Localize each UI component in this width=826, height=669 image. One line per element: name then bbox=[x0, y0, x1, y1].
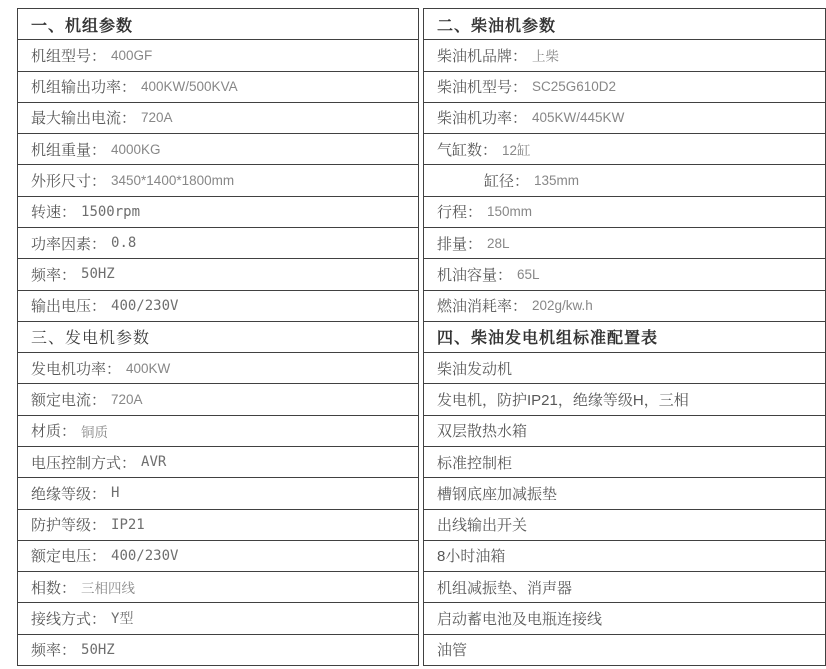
section-header-text: 一、机组参数 bbox=[31, 17, 134, 35]
row-value: 4000KG bbox=[111, 141, 161, 157]
section-header bbox=[424, 9, 825, 39]
section-header bbox=[424, 321, 825, 352]
row-label: 外形尺寸： bbox=[31, 173, 107, 191]
table-row bbox=[424, 571, 825, 602]
row-value: 400KW/500KVA bbox=[141, 79, 238, 95]
table-row bbox=[18, 509, 418, 540]
table-row bbox=[424, 227, 825, 258]
row-label: 材质： bbox=[31, 423, 77, 441]
row-label: 机组输出功率： bbox=[31, 79, 137, 97]
row-label: 频率： bbox=[31, 266, 77, 284]
row-label: 绝缘等级： bbox=[31, 485, 107, 503]
row-value: SC25G610D2 bbox=[532, 79, 617, 95]
row-label: 机油容量： bbox=[437, 266, 513, 284]
row-label: 出线输出开关 bbox=[437, 517, 528, 535]
section-header-text: 三、发电机参数 bbox=[31, 330, 151, 348]
row-label: 额定电流： bbox=[31, 392, 107, 410]
table-row bbox=[18, 164, 418, 195]
row-label: 气缸数： bbox=[437, 141, 498, 159]
row-value: 1500rpm bbox=[81, 203, 141, 220]
table-row bbox=[18, 227, 418, 258]
row-label: 柴油机品牌： bbox=[437, 47, 528, 65]
table-row bbox=[18, 71, 418, 102]
row-value: 150mm bbox=[487, 204, 533, 220]
table-row bbox=[18, 102, 418, 133]
table-row bbox=[424, 540, 825, 571]
table-row bbox=[18, 540, 418, 571]
row-value: 28L bbox=[487, 235, 510, 251]
row-value: 65L bbox=[517, 266, 540, 282]
table-row bbox=[424, 39, 825, 70]
section-header-text: 四、柴油发电机组标准配置表 bbox=[437, 330, 659, 348]
table-row bbox=[424, 509, 825, 540]
row-label: 缸径： bbox=[484, 173, 530, 191]
row-value: 400GF bbox=[111, 47, 153, 63]
row-value: 上柴 bbox=[532, 49, 560, 65]
table-row bbox=[424, 71, 825, 102]
row-value: 720A bbox=[141, 110, 173, 126]
table-row bbox=[18, 415, 418, 446]
row-label: 频率： bbox=[31, 642, 77, 660]
row-label: 双层散热水箱 bbox=[437, 423, 528, 441]
table-row bbox=[18, 196, 418, 227]
row-label: 机组重量： bbox=[31, 141, 107, 159]
row-value: 50HZ bbox=[81, 641, 115, 658]
table-row bbox=[424, 634, 825, 665]
table-row bbox=[424, 102, 825, 133]
row-value: 0.8 bbox=[111, 235, 137, 252]
table-row bbox=[18, 290, 418, 321]
table-row bbox=[18, 39, 418, 70]
row-value: 铜质 bbox=[81, 424, 109, 440]
table-row bbox=[18, 477, 418, 508]
row-value: 135mm bbox=[534, 173, 580, 189]
row-value: IP21 bbox=[111, 516, 145, 533]
row-value: 202g/kw.h bbox=[532, 298, 593, 314]
table-row bbox=[18, 133, 418, 164]
row-label: 发电机功率： bbox=[31, 360, 122, 378]
row-label: 柴油机功率： bbox=[437, 110, 528, 128]
table-row bbox=[424, 352, 825, 383]
table-row bbox=[424, 415, 825, 446]
row-label: 机组型号： bbox=[31, 47, 107, 65]
table-row bbox=[18, 446, 418, 477]
row-label: 额定电压： bbox=[31, 548, 107, 566]
row-value: 12缸 bbox=[502, 143, 531, 159]
section-header-text: 二、柴油机参数 bbox=[437, 17, 557, 35]
row-label: 转速： bbox=[31, 204, 77, 222]
row-label: 柴油发动机 bbox=[437, 360, 513, 378]
section-header bbox=[18, 321, 418, 352]
row-value: 50HZ bbox=[81, 266, 115, 283]
row-value: 720A bbox=[111, 392, 143, 408]
row-label: 电压控制方式： bbox=[31, 454, 137, 472]
row-label: 槽钢底座加减振垫 bbox=[437, 485, 558, 503]
table-row bbox=[18, 634, 418, 665]
table-row bbox=[424, 290, 825, 321]
table-row bbox=[18, 258, 418, 289]
table-row bbox=[424, 477, 825, 508]
table-row bbox=[424, 133, 825, 164]
table-row bbox=[18, 571, 418, 602]
row-label: 行程： bbox=[437, 204, 483, 222]
row-label: 排量： bbox=[437, 235, 483, 253]
row-label: 防护等级： bbox=[31, 517, 107, 535]
table-row bbox=[424, 602, 825, 633]
row-value: 400KW bbox=[126, 360, 171, 376]
row-label: 接线方式： bbox=[31, 610, 107, 628]
table-row bbox=[424, 383, 825, 414]
row-label: 功率因素： bbox=[31, 235, 107, 253]
row-label: 8小时油箱 bbox=[437, 548, 506, 566]
table-row bbox=[424, 258, 825, 289]
spec-table-left bbox=[17, 8, 419, 666]
row-label: 机组减振垫、消声器 bbox=[437, 579, 573, 597]
row-label: 燃油消耗率： bbox=[437, 298, 528, 316]
row-value: 400/230V bbox=[111, 547, 179, 564]
row-label: 柴油机型号： bbox=[437, 79, 528, 97]
row-label: 启动蓄电池及电瓶连接线 bbox=[437, 610, 603, 628]
row-label: 相数： bbox=[31, 579, 77, 597]
spec-table-right bbox=[423, 8, 826, 666]
table-row bbox=[424, 196, 825, 227]
table-row bbox=[18, 602, 418, 633]
row-label: 标准控制柜 bbox=[437, 454, 513, 472]
table-row bbox=[424, 164, 825, 195]
row-value: Y型 bbox=[111, 611, 134, 628]
table-row bbox=[424, 446, 825, 477]
table-row bbox=[18, 383, 418, 414]
table-row bbox=[18, 352, 418, 383]
row-label: 发电机，防护IP21，绝缘等级H，三相 bbox=[437, 392, 689, 410]
row-label: 油管 bbox=[437, 642, 468, 660]
row-value: 400/230V bbox=[111, 297, 179, 314]
row-value: 3450*1400*1800mm bbox=[111, 173, 235, 189]
section-header bbox=[18, 9, 418, 39]
row-value: AVR bbox=[141, 454, 167, 471]
row-label: 输出电压： bbox=[31, 298, 107, 316]
row-value: 405KW/445KW bbox=[532, 110, 625, 126]
row-value: H bbox=[111, 485, 120, 502]
row-label: 最大输出电流： bbox=[31, 110, 137, 128]
row-value: 三相四线 bbox=[81, 581, 136, 597]
